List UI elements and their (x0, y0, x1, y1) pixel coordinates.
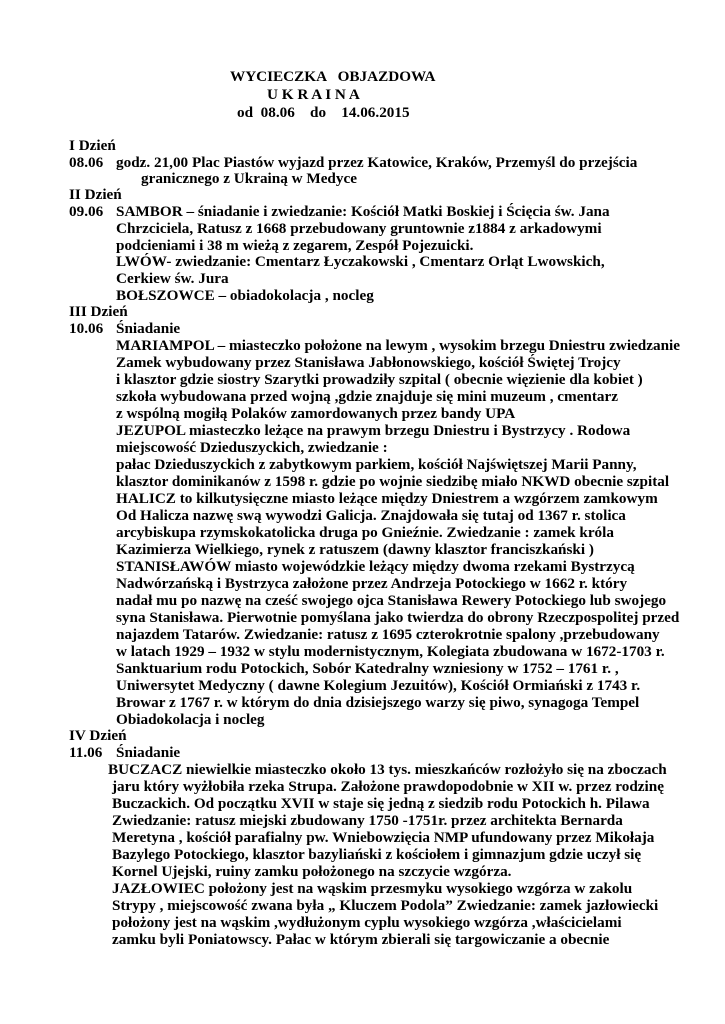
itinerary-line: zamku byli Poniatowscy. Pałac w którym zbierali się targowiczanie a obecnie (112, 931, 610, 948)
itinerary-line: syna Stanisława. Pierwotnie pomyślana jako twierdza do obrony Rzeczpospolitej przed (116, 609, 680, 626)
document-dates: od 08.06 do 14.06.2015 (237, 104, 410, 121)
itinerary-line: MARIAMPOL – miasteczko położone na lewym , wysokim brzegu Dniestru zwiedzanie (116, 337, 680, 354)
itinerary-line: szkoła wybudowana przed wojną ,gdzie znajduje się mini muzeum , cmentarz (116, 388, 619, 405)
itinerary-line: JAZŁOWIEC położony jest na wąskim przesmyku wysokiego wzgórza w zakolu (112, 880, 633, 897)
document-country: U K R A I N A (267, 86, 360, 103)
itinerary-line: najazdem Tatarów. Zwiedzanie: ratusz z 1695 czterokrotnie spalony ,przebudowany (116, 626, 660, 643)
itinerary-line: miejscowość Dzieduszyckich, zwiedzanie : (116, 439, 388, 456)
itinerary-line: Nadwórzańską i Bystrzyca założone przez Andrzeja Potockiego w 1662 r. który (116, 575, 628, 592)
itinerary-line: Sanktuarium rodu Potockich, Sobór Katedralny wzniesiony w 1752 – 1761 r. , (116, 660, 619, 677)
itinerary-line: Zwiedzanie: ratusz miejski zbudowany 1750 -1751r. przez architekta Bernarda (112, 812, 623, 829)
day-date: 09.06 (69, 203, 104, 220)
itinerary-line: Buczackich. Od początku XVII w staje się jedną z siedzib rodu Potockich h. Pilawa (112, 795, 650, 812)
day-heading: II Dzień (69, 186, 122, 203)
day-date: 11.06 (69, 744, 103, 761)
itinerary-line: STANISŁAWÓW miasto wojewódzkie leżący między dwoma rzekami Bystrzycą (116, 558, 635, 575)
itinerary-line: Kornel Ujejski, ruiny zamku położonego na szczycie wzgórza. (112, 863, 512, 880)
itinerary-line: BUCZACZ niewielkie miasteczko około 13 tys. mieszkańców rozłożyło się na zboczach (108, 761, 667, 778)
itinerary-line: położony jest na wąskim ,wydłużonym cyplu wysokiego wzgórza ,właścicielami (112, 914, 622, 931)
breakfast-label: Śniadanie (116, 320, 181, 337)
itinerary-line: Zamek wybudowany przez Stanisława Jabłonowskiego, kościół Świętej Trojcy (116, 354, 621, 371)
itinerary-line: granicznego z Ukrainą w Medyce (141, 170, 357, 187)
itinerary-line: jaru który wyżłobiła rzeka Strupa. Założone prawdopodobnie w XII w. przez rodzinę (112, 778, 664, 795)
itinerary-line: BOŁSZOWCE – obiadokolacja , nocleg (116, 287, 374, 304)
itinerary-line: Cerkiew św. Jura (116, 270, 229, 287)
breakfast-label: Śniadanie (116, 744, 181, 761)
itinerary-line: LWÓW- zwiedzanie: Cmentarz Łyczakowski , Cmentarz Orląt Lwowskich, (116, 253, 605, 270)
itinerary-line: JEZUPOL miasteczko leżące na prawym brzegu Dniestru i Bystrzycy . Rodowa (116, 422, 631, 439)
day-heading: IV Dzień (69, 727, 127, 744)
itinerary-line: podcieniami i 38 m wieżą z zegarem, Zespół Pojezuicki. (116, 237, 474, 254)
itinerary-line: godz. 21,00 Plac Piastów wyjazd przez Katowice, Kraków, Przemyśl do przejścia (116, 154, 638, 171)
day-date: 08.06 (69, 154, 104, 171)
itinerary-line: SAMBOR – śniadanie i zwiedzanie: Kościół Matki Boskiej i Ścięcia św. Jana (116, 203, 610, 220)
itinerary-line: Chrzciciela, Ratusz z 1668 przebudowany gruntownie z1884 z arkadowymi (116, 220, 602, 237)
itinerary-line: Strypy , miejscowość zwana była „ Kluczem Podola” Zwiedzanie: zamek jazłowiecki (112, 897, 659, 914)
day-date: 10.06 (69, 320, 104, 337)
itinerary-line: Browar z 1767 r. w którym do dnia dzisiejszego warzy się piwo, synagoga Tempel (116, 694, 640, 711)
itinerary-line: i klasztor gdzie siostry Szarytki prowadziły szpital ( obecnie więzienie dla kobiet ) (116, 371, 643, 388)
document-title: WYCIECZKA OBJAZDOWA (230, 68, 436, 85)
itinerary-line: Obiadokolacja i nocleg (116, 711, 265, 728)
itinerary-line: arcybiskupa rzymskokatolicka druga po Gnieźnie. Zwiedzanie : zamek króla (116, 524, 614, 541)
itinerary-line: klasztor dominikanów z 1598 r. gdzie po wojnie siedzibę miało NKWD obecnie szpital (116, 473, 670, 490)
itinerary-line: HALICZ to kilkutysięczne miasto leżące między Dniestrem a wzgórzem zamkowym (116, 490, 658, 507)
itinerary-line: w latach 1929 – 1932 w stylu modernistycznym, Kolegiata zbudowana w 1672-1703 r. (116, 643, 665, 660)
itinerary-line: z wspólną mogiłą Polaków zamordowanych przez bandy UPA (116, 405, 516, 422)
itinerary-line: pałac Dzieduszyckich z zabytkowym parkiem, kościół Najświętszej Marii Panny, (116, 456, 637, 473)
day-heading: I Dzień (69, 137, 116, 154)
itinerary-line: Kazimierza Wielkiego, rynek z ratuszem (dawny klasztor franciszkański ) (116, 541, 594, 558)
itinerary-line: Bazylego Potockiego, klasztor bazyliański z kościołem i gimnazjum gdzie uczył się (112, 846, 642, 863)
itinerary-line: nadał mu po nazwę na cześć swojego ojca Stanisława Rewery Potockiego lub swojego (116, 592, 667, 609)
day-heading: III Dzień (69, 303, 128, 320)
itinerary-line: Uniwersytet Medyczny ( dawne Kolegium Jezuitów), Kościół Ormiański z 1743 r. (116, 677, 641, 694)
itinerary-line: Meretyna , kościół parafialny pw. Wniebowzięcia NMP ufundowany przez Mikołaja (112, 829, 655, 846)
itinerary-line: Od Halicza nazwę swą wywodzi Galicja. Znajdowała się tutaj od 1367 r. stolica (116, 507, 626, 524)
